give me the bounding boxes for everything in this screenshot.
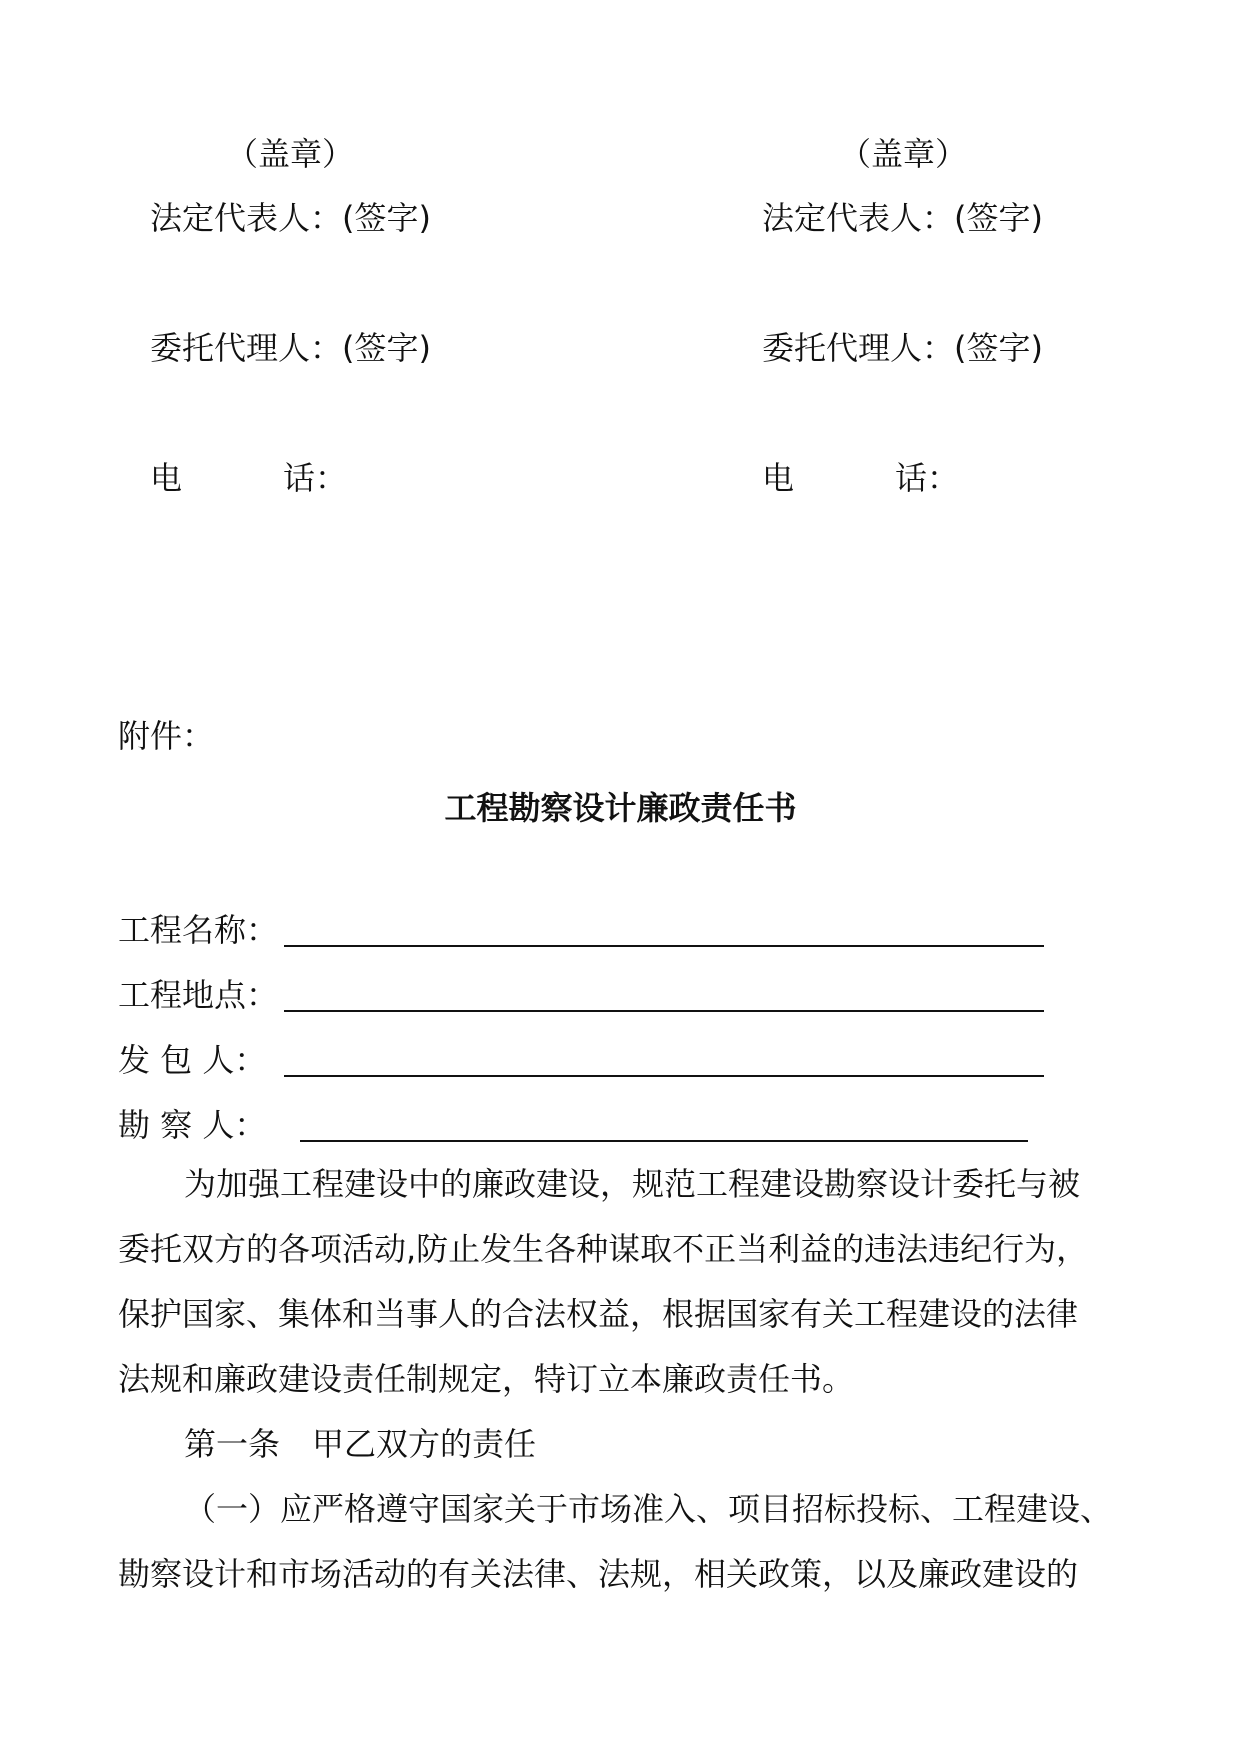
- contractor-blank: [284, 1075, 1044, 1077]
- field-label-project-location: 工程地点：: [118, 976, 279, 1014]
- project-name-blank: [284, 945, 1044, 947]
- right-phone-label-b: 话：: [895, 459, 960, 497]
- right-phone-label-a: 电: [762, 459, 795, 497]
- clause-1-paragraph: [118, 1477, 1128, 1607]
- surveyor-blank: [300, 1140, 1028, 1142]
- clause-line: 勘察设计和市场活动的有关法律、法规，相关政策，以及廉政建设的: [118, 1555, 1079, 1593]
- left-legal-rep-signature: 法定代表人：(签字): [150, 199, 431, 237]
- intro-line: 为加强工程建设中的廉政建设，规范工程建设勘察设计委托与被: [184, 1165, 1081, 1203]
- field-label-contractor: 发 包 人：: [118, 1041, 267, 1079]
- document-title: 工程勘察设计廉政责任书: [444, 789, 797, 827]
- intro-line: 保护国家、集体和当事人的合法权益，根据国家有关工程建设的法律: [118, 1295, 1079, 1333]
- intro-line: 委托双方的各项活动,防止发生各种谋取不正当利益的违法违纪行为，: [118, 1230, 1089, 1268]
- right-legal-rep-signature: 法定代表人：(签字): [762, 199, 1043, 237]
- left-phone-label-a: 电: [150, 459, 183, 497]
- intro-paragraph: [118, 1152, 1128, 1412]
- left-agent-signature: 委托代理人：(签字): [150, 329, 431, 367]
- article-1-heading-block: [118, 1412, 1128, 1477]
- field-label-surveyor: 勘 察 人：: [118, 1106, 267, 1144]
- attachment-label: 附件：: [118, 717, 215, 755]
- right-seal-label: （盖章）: [839, 135, 968, 173]
- field-label-project-name: 工程名称：: [118, 911, 279, 949]
- clause-line: （一）应严格遵守国家关于市场准入、项目招标投标、工程建设、: [184, 1490, 1113, 1528]
- article-heading: 第一条 甲乙双方的责任: [184, 1425, 537, 1463]
- left-phone-label-b: 话：: [283, 459, 348, 497]
- intro-line: 法规和廉政建设责任制规定，特订立本廉政责任书。: [118, 1360, 855, 1398]
- left-seal-label: （盖章）: [226, 135, 355, 173]
- project-location-blank: [284, 1010, 1044, 1012]
- right-agent-signature: 委托代理人：(签字): [762, 329, 1043, 367]
